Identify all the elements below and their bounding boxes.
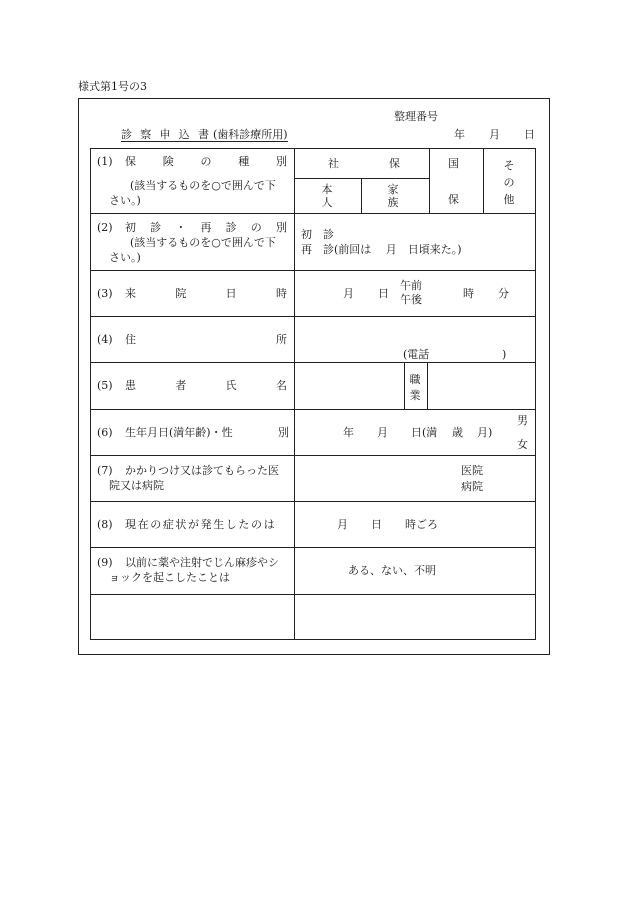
row-line — [90, 409, 536, 410]
row-line — [90, 501, 536, 502]
row5-num: (5) — [97, 379, 113, 392]
row7-label-line2: 院又は病院 — [109, 479, 164, 492]
row5-label: 患 者 氏 名 — [125, 379, 287, 392]
sex-female: 女 — [517, 438, 528, 451]
onset-day: 日 — [371, 518, 382, 531]
shokugyo-divider-right — [427, 362, 428, 409]
shaho-label: 社 保 — [328, 157, 400, 170]
row-line — [90, 316, 536, 317]
birth-age-years: 歳 — [452, 426, 463, 439]
row-line — [90, 213, 536, 214]
tel-close: ) — [502, 348, 507, 361]
onset-month: 月 — [337, 518, 348, 531]
row-line — [90, 455, 536, 456]
row3-num: (3) — [97, 287, 113, 300]
honnin-label: 本 人 — [321, 183, 333, 209]
row2-note-line2: さい。) — [109, 251, 141, 264]
kazoku-label: 家 族 — [387, 183, 399, 209]
date-year: 年 — [454, 128, 465, 141]
insurance-divider — [483, 148, 484, 213]
row1-num: (1) — [97, 155, 113, 168]
kokuho-label-bottom: 保 — [448, 193, 459, 206]
onset-time: 時ごろ — [405, 518, 438, 531]
birth-month: 月 — [377, 426, 388, 439]
form-number: 様式第1号の3 — [78, 80, 147, 93]
date-month: 月 — [489, 128, 500, 141]
date-day: 日 — [524, 128, 535, 141]
row-line — [90, 270, 536, 271]
title-paren: (歯科診療所用) — [213, 128, 288, 141]
gozen-label: 午前 — [400, 279, 422, 292]
row-line — [90, 547, 536, 548]
row9-label-line2: ョックを起こしたことは — [109, 571, 230, 584]
saishin-text: 再 診(前回は 月 日頃来た。) — [301, 243, 462, 256]
row3-day: 日 — [378, 287, 389, 300]
row9-num: (9) — [97, 556, 113, 569]
column-divider — [294, 148, 295, 640]
row4-label: 住 所 — [125, 333, 287, 346]
row9-label-line1: 以前に薬や注射でじん麻疹やシ — [125, 556, 279, 569]
row-line — [90, 362, 536, 363]
row2-note-line1: (該当するものを○で囲んで下 — [130, 236, 276, 249]
row3-month: 月 — [343, 287, 354, 300]
row6-label: 生年月日(満年齢)・性 — [125, 426, 233, 439]
shaho-sub-divider — [361, 178, 362, 213]
seiri-bango-label: 整理番号 — [394, 110, 438, 123]
row-line — [90, 594, 536, 595]
sex-male: 男 — [517, 414, 528, 427]
insurance-divider — [429, 148, 430, 213]
kokuho-label-top: 国 — [448, 157, 459, 170]
row2-num: (2) — [97, 221, 113, 234]
gogo-label: 午後 — [400, 293, 422, 306]
row1-note-line1: (該当するものを○で囲んで下 — [130, 179, 276, 192]
iin-label: 医院 — [461, 464, 483, 477]
row4-num: (4) — [97, 333, 113, 346]
birth-year: 年 — [343, 426, 354, 439]
row2-label: 初 診 ・ 再 診 の 別 — [125, 221, 287, 234]
row3-hour: 時 — [463, 287, 474, 300]
row7-label-line1: かかりつけ又は診てもらった医 — [125, 464, 279, 477]
row8-label: 現在の症状が発生したのは — [125, 518, 277, 531]
birth-age-months: 月) — [477, 426, 493, 439]
byoin-label: 病院 — [461, 480, 483, 493]
row7-num: (7) — [97, 464, 113, 477]
shoshin-text: 初 診 — [301, 228, 334, 241]
form-title — [121, 128, 288, 142]
row8-num: (8) — [97, 518, 113, 531]
title-chars: 診 察 申 込 書 — [121, 128, 209, 141]
sonota-label: そ の 他 — [503, 159, 515, 206]
allergy-answer: ある、ない、不明 — [348, 564, 436, 577]
row3-minute: 分 — [498, 287, 509, 300]
birth-day-age-open: 日(満 — [411, 426, 438, 439]
tel-label: (電話 — [403, 348, 430, 361]
row1-label: 保 険 の 種 別 — [125, 155, 287, 168]
row3-label: 来 院 日 時 — [125, 287, 287, 300]
shokugyo-label: 職 業 — [409, 373, 421, 402]
row6-num: (6) — [97, 426, 113, 439]
row6-label-end: 別 — [278, 426, 289, 439]
shokugyo-divider-left — [404, 362, 405, 409]
row1-note-line2: さい。) — [109, 194, 141, 207]
